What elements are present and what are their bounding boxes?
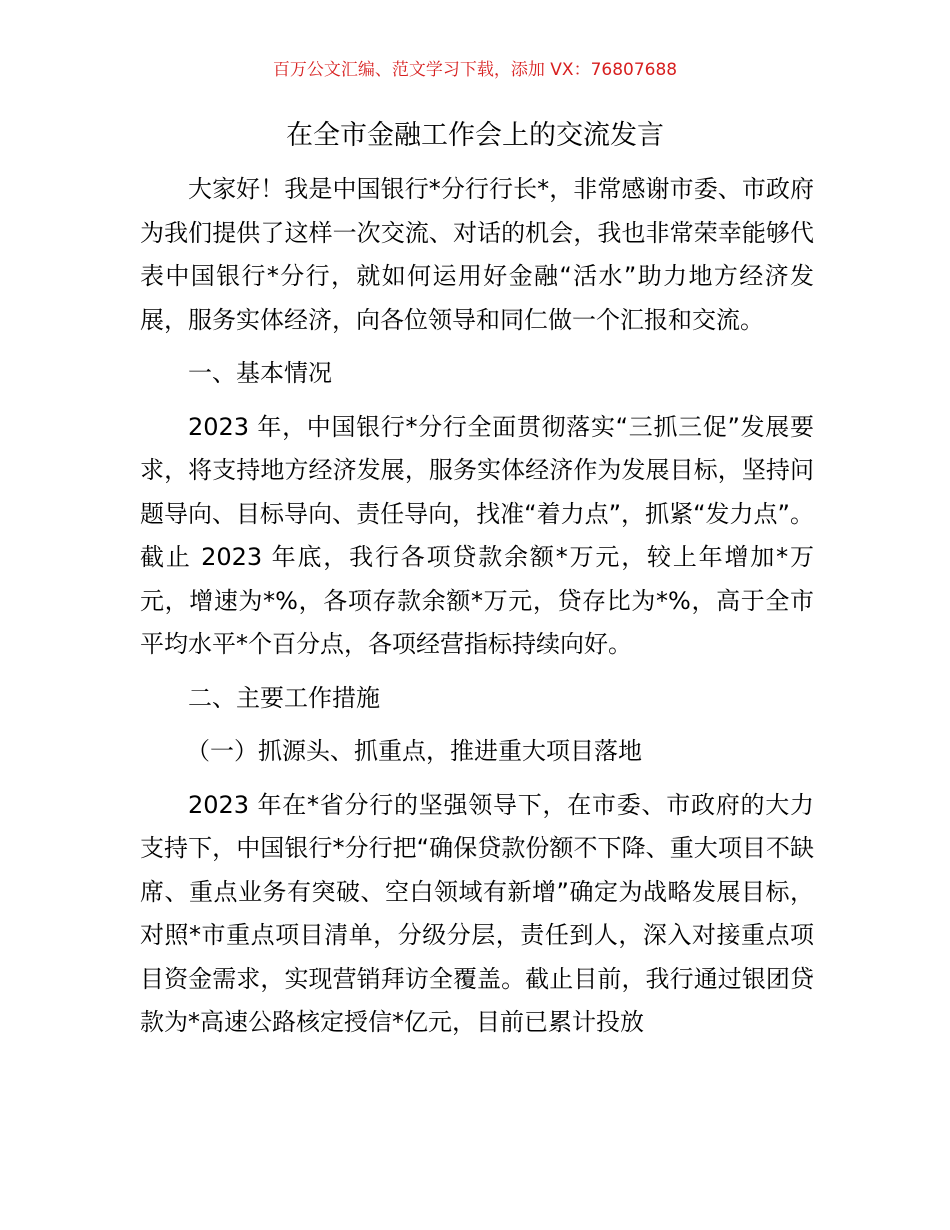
paragraph-measures-1: 2023 年在*省分行的坚强领导下，在市委、市政府的大力支持下，中国银行*分行把“确保贷款份额不下降、重大项目不缺席、重点业务有突破、空白领域有新增”确定为战略发展目标，对照*市重点项目清单，分级分层，责任到人，深入对接重点项目资金需求，实现营销拜访全覆盖。截止目前，我行通过银团贷款为*高速公路核定授信*亿元，目前已累计投放 <box>140 790 814 1036</box>
section-heading-measures: 二、主要工作措施 <box>188 683 380 712</box>
section-heading-basic: 一、基本情况 <box>188 359 332 387</box>
subsection-heading-1: （一）抓源头、抓重点，推进重大项目落地 <box>186 737 642 765</box>
paragraph-basic-situation: 2023 年，中国银行*分行全面贯彻落实“三抓三促”发展要求，将支持地方经济发展，服务实体经济作为发展目标，坚持问题导向、目标导向、责任导向，找准“着力点”，抓紧“发力点”。截止 2023 年底，我行各项贷款余额*万元，较上年增加*万元，增速为*%，各项存款余额*万元，贷存比为*%，高于全市平均水平*个百分点，各项经营指标持续向好。 <box>140 412 814 658</box>
document-body <box>140 168 814 1045</box>
document-title: 在全市金融工作会上的交流发言 <box>286 120 664 151</box>
header-watermark: 百万公文汇编、范文学习下载，添加 VX：76807688 <box>272 60 678 80</box>
paragraph-greeting: 大家好！我是中国银行*分行行长*，非常感谢市委、市政府为我们提供了这样一次交流、对话的机会，我也非常荣幸能够代表中国银行*分行，就如何运用好金融“活水”助力地方经济发展，服务实体经济，向各位领导和同仁做一个汇报和交流。 <box>140 175 814 334</box>
